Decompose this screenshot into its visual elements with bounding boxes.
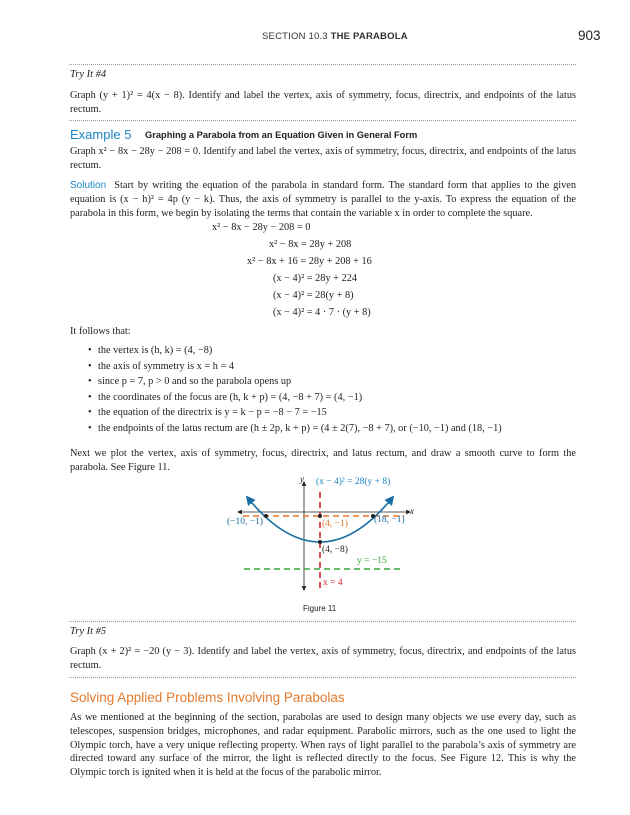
list-item: • the equation of the directrix is y = k − p = −8 − 7 = −15 (88, 405, 578, 421)
section-number: SECTION 10.3 (262, 31, 328, 42)
x-axis-label: x (410, 506, 414, 516)
axis-label: x = 4 (323, 578, 343, 588)
follows-text: It follows that: (70, 326, 131, 337)
try-it-5-text: Graph (x + 2)² = −20 (y − 3). Identify and label the vertex, axis of symmetry, focus, directrix, and endpoints of the latus rectum. (70, 646, 576, 671)
y-axis-label: y (300, 474, 304, 484)
equation-line: (x − 4)² = 28(y + 8) (273, 290, 354, 301)
applied-paragraph: As we mentioned at the beginning of the section, parabolas are used to design many objects we use every day, such as telescopes, suspension bridges, microphones, and radar equipment. Parabolic mirrors, such as the one used to light the Olympic torch, have a very unique reflecting property. When rays of light parallel to the parabola’s axis of symmetry are directed toward any surface of the mirror, the light is reflected directly to the focus. See Figure 12. This is why the Olympic torch is ignited when it is held at the focus of the parabolic mirror. (70, 712, 576, 779)
section-title: THE PARABOLA (330, 31, 408, 42)
equation-line: x² − 8x = 28y + 208 (269, 239, 352, 250)
equation-line: (x − 4)² = 4 · 7 · (y + 8) (273, 307, 371, 318)
try-it-4-label: Try It #4 (70, 69, 107, 80)
divider (69, 621, 576, 622)
conclusion-text: Next we plot the vertex, axis of symmetry, focus, directrix, and latus rectum, and draw a smooth curve to form the parabola. See Figure 11. (70, 448, 576, 473)
try-it-5-label: Try It #5 (70, 626, 107, 637)
solution-text: Start by writing the equation of the parabola in standard form. The standard form that applies to the given equation is (x − h)² = 4p (y − k). Thus, the axis of symmetry is parallel to the y-axis. To express the equation of the parabola in this form, we begin by isolating the terms that contain the variable x in order to complete the square. (70, 180, 576, 219)
divider (69, 677, 576, 678)
focus-label: (4, −1) (322, 519, 348, 529)
list-item: • the vertex is (h, k) = (4, −8) (88, 343, 578, 359)
figure-equation-label: (x − 4)² = 28(y + 8) (316, 477, 391, 487)
focus-point (318, 514, 322, 518)
example-title: Graphing a Parabola from an Equation Given in General Form (145, 130, 418, 140)
list-item: • the axis of symmetry is x = h = 4 (88, 359, 578, 375)
right-endpoint-label: (18, −1) (374, 515, 405, 525)
example-problem: Graph x² − 8x − 28y − 208 = 0. Identify and label the vertex, axis of symmetry, focus, directrix, and endpoints of the latus rectum. (70, 146, 576, 171)
vertex-label: (4, −8) (322, 545, 348, 555)
list-item: • the endpoints of the latus rectum are (h ± 2p, k + p) = (4 ± 2(7), −8 + 7), or (−10, −1) and (18, −1) (88, 421, 578, 437)
vertex-point (318, 540, 322, 544)
directrix-label: y = −15 (357, 556, 387, 566)
equation-line: x² − 8x + 16 = 28y + 208 + 16 (247, 256, 372, 267)
solution-label: Solution (70, 180, 107, 191)
figure-caption: Figure 11 (303, 604, 337, 613)
left-endpoint-label: (−10, −1) (227, 517, 264, 527)
left-endpoint-point (264, 514, 268, 518)
list-item: • since p = 7, p > 0 and so the parabola opens up (88, 374, 578, 390)
try-it-4-text: Graph (y + 1)² = 4(x − 8). Identify and label the vertex, axis of symmetry, focus, directrix, and endpoints of the latus rectum. (70, 90, 576, 115)
example-label: Example 5 (70, 127, 132, 142)
section-heading: Solving Applied Problems Involving Parabolas (70, 690, 345, 705)
equation-line: x² − 8x − 28y − 208 = 0 (212, 222, 311, 233)
list-item: • the coordinates of the focus are (h, k + p) = (4, −8 + 7) = (4, −1) (88, 390, 578, 406)
equation-line: (x − 4)² = 28y + 224 (273, 273, 357, 284)
page-number: 903 (578, 28, 601, 43)
